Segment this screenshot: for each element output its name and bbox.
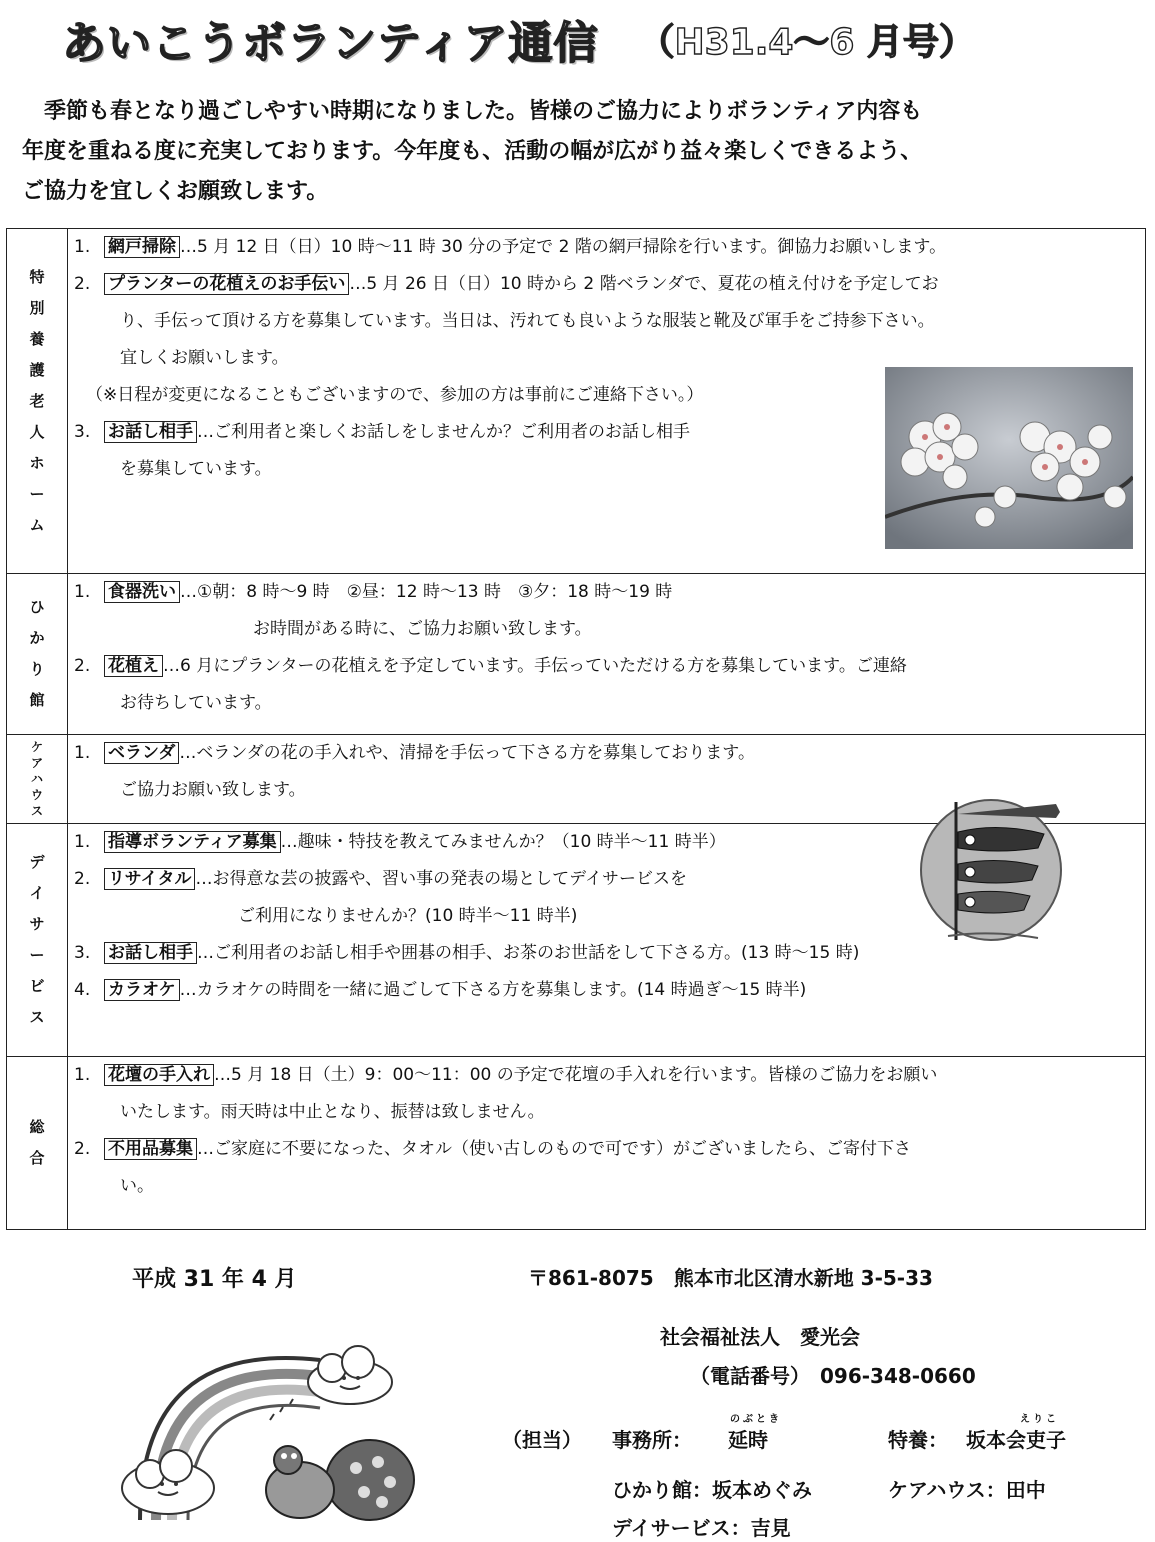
- list-item: 1. 網戸掃除 …5 月 12 日（日）10 時～11 時 30 分の予定で 2 階の網戸掃除を行います。御協力お願いします。: [74, 237, 947, 257]
- office-contact-label: 事務所：: [612, 1428, 692, 1452]
- list-item: 3. お話し相手 …ご利用者と楽しくお話しをしませんか？ご利用者のお話し相手: [74, 422, 690, 442]
- list-item-continuation: 宜しくお願いします。: [120, 348, 289, 368]
- section-label-sogo: 総 合: [7, 1057, 68, 1230]
- list-item: 3. お話し相手 …ご利用者のお話し相手や囲碁の相手、お茶のお世話をして下さる方。(13 時～15 時): [74, 943, 860, 963]
- item-tag: 指導ボランティア募集: [104, 831, 281, 853]
- tokuyo-contact-label: 特養：: [888, 1428, 948, 1452]
- section-label-tokuyo: 特 別 養 護 老 人 ホ ー ム: [7, 229, 68, 574]
- care-contact: ケアハウス：田中: [888, 1478, 1046, 1502]
- office-contact-name: 延時: [728, 1428, 768, 1452]
- item-tag: 網戸掃除: [104, 236, 180, 258]
- item-tag: リサイタル: [104, 868, 195, 890]
- section-label-care: ケ ア ハ ウ ス: [7, 735, 68, 824]
- list-item: 1. 花壇の手入れ …5 月 18 日（土）9：00～11：00 の予定で花壇の手入れを行います。皆様のご協力をお願い: [74, 1065, 938, 1085]
- newsletter-title-bar: [62, 0, 975, 78]
- day-contact: デイサービス：吉見: [612, 1516, 791, 1540]
- section-content-sogo: [68, 1057, 1146, 1230]
- intro-line: 年度を重ねる度に充実しております。今年度も、活動の幅が広がり益々楽しくできるよう、: [22, 139, 923, 164]
- section-hikari: [7, 574, 1146, 735]
- item-tag: プランターの花植えのお手伝い: [104, 273, 349, 295]
- list-item: 2. リサイタル …お得意な芸の披露や、習い事の発表の場としてデイサービスを: [74, 869, 687, 889]
- list-item-continuation: お待ちしています。: [120, 693, 272, 713]
- list-item-continuation: り、手伝って頂ける方を募集しています。当日は、汚れても良いような服装と靴及び軍手をご持参下さい。: [120, 311, 935, 331]
- list-item-continuation: を募集しています。: [120, 459, 272, 479]
- section-content-hikari: [68, 574, 1146, 735]
- item-tag: お話し相手: [104, 421, 197, 443]
- issue-date: 平成 31 年 4 月: [132, 1267, 297, 1292]
- list-item: 1. ベランダ …ベランダの花の手入れや、清掃を手伝って下さる方を募集しております。: [74, 743, 755, 763]
- intro-line: 季節も春となり過ごしやすい時期になりました。皆様のご協力によりボランティア内容も: [44, 99, 923, 124]
- list-item: 2. プランターの花植えのお手伝い …5 月 26 日（日）10 時から 2 階ベランダで、夏花の植え付けを予定してお: [74, 274, 939, 294]
- contact-label: （担当）: [502, 1428, 582, 1452]
- volunteer-table: [6, 228, 1146, 1230]
- list-item: 1. 指導ボランティア募集 …趣味・特技を教えてみませんか？（10 時半～11 時半）: [74, 832, 726, 852]
- list-item-continuation: ご利用になりませんか？(10 時半～11 時半): [238, 906, 578, 926]
- item-tag: 不用品募集: [104, 1138, 197, 1160]
- intro-line: ご協力を宜しくお願致します。: [22, 179, 329, 204]
- section-content-tokuyo: [68, 229, 1146, 574]
- list-item-continuation: い。: [120, 1176, 154, 1196]
- section-sogo: [7, 1057, 1146, 1230]
- item-tag: 食器洗い: [104, 581, 180, 603]
- item-tag: 花植え: [104, 655, 163, 677]
- cherry-blossom-image: [885, 367, 1133, 549]
- item-tag: お話し相手: [104, 942, 197, 964]
- list-item-continuation: いたします。雨天時は中止となり、振替は致しません。: [120, 1102, 545, 1122]
- hikari-contact: ひかり館：坂本めぐみ: [612, 1478, 812, 1502]
- list-item-continuation: ご協力お願い致します。: [120, 780, 306, 800]
- list-item: 1. 食器洗い …①朝：8 時～9 時 ②昼：12 時～13 時 ③夕：18 時～19 時: [74, 582, 673, 602]
- newsletter-title: あいこうボランティア通信: [62, 18, 599, 69]
- section-label-day: デ イ サ ー ビ ス: [7, 824, 68, 1057]
- tokuyo-contact-name: 坂本会吏子: [966, 1428, 1066, 1452]
- list-item-continuation: お時間がある時に、ご協力お願い致します。: [253, 619, 592, 639]
- organization-name: 社会福祉法人 愛光会: [660, 1325, 860, 1349]
- list-item: 2. 花植え …6 月にプランターの花植えを予定しています。手伝っていただける方を募集しています。ご連絡: [74, 656, 907, 676]
- intro-paragraph: [22, 92, 1142, 212]
- item-tag: ベランダ: [104, 742, 179, 764]
- address: 〒861-8075 熊本市北区清水新地 3-5-33: [528, 1266, 933, 1290]
- tokuyo-contact-ruby: えりこ: [1020, 1414, 1059, 1425]
- item-tag: カラオケ: [104, 979, 180, 1001]
- rainbow-illustration: [120, 1320, 420, 1530]
- section-label-hikari: ひ か り 館: [7, 574, 68, 735]
- schedule-note: （※日程が変更になることもございますので、参加の方は事前にご連絡下さい。）: [86, 385, 704, 405]
- phone-number: （電話番号） 096-348-0660: [690, 1364, 976, 1388]
- list-item: 2. 不用品募集 …ご家庭に不要になった、タオル（使い古しのもので可です）がございましたら、ご寄付下さ: [74, 1139, 911, 1159]
- office-contact-ruby: のぶとき: [730, 1414, 782, 1425]
- newsletter-issue: （H31.4～6 月号）: [638, 21, 976, 63]
- list-item: 4. カラオケ …カラオケの時間を一緒に過ごして下さる方を募集します。(14 時過ぎ～15 時半): [74, 980, 807, 1000]
- item-tag: 花壇の手入れ: [104, 1064, 214, 1086]
- carp-streamer-image: [918, 792, 1064, 944]
- section-tokuyo: [7, 229, 1146, 574]
